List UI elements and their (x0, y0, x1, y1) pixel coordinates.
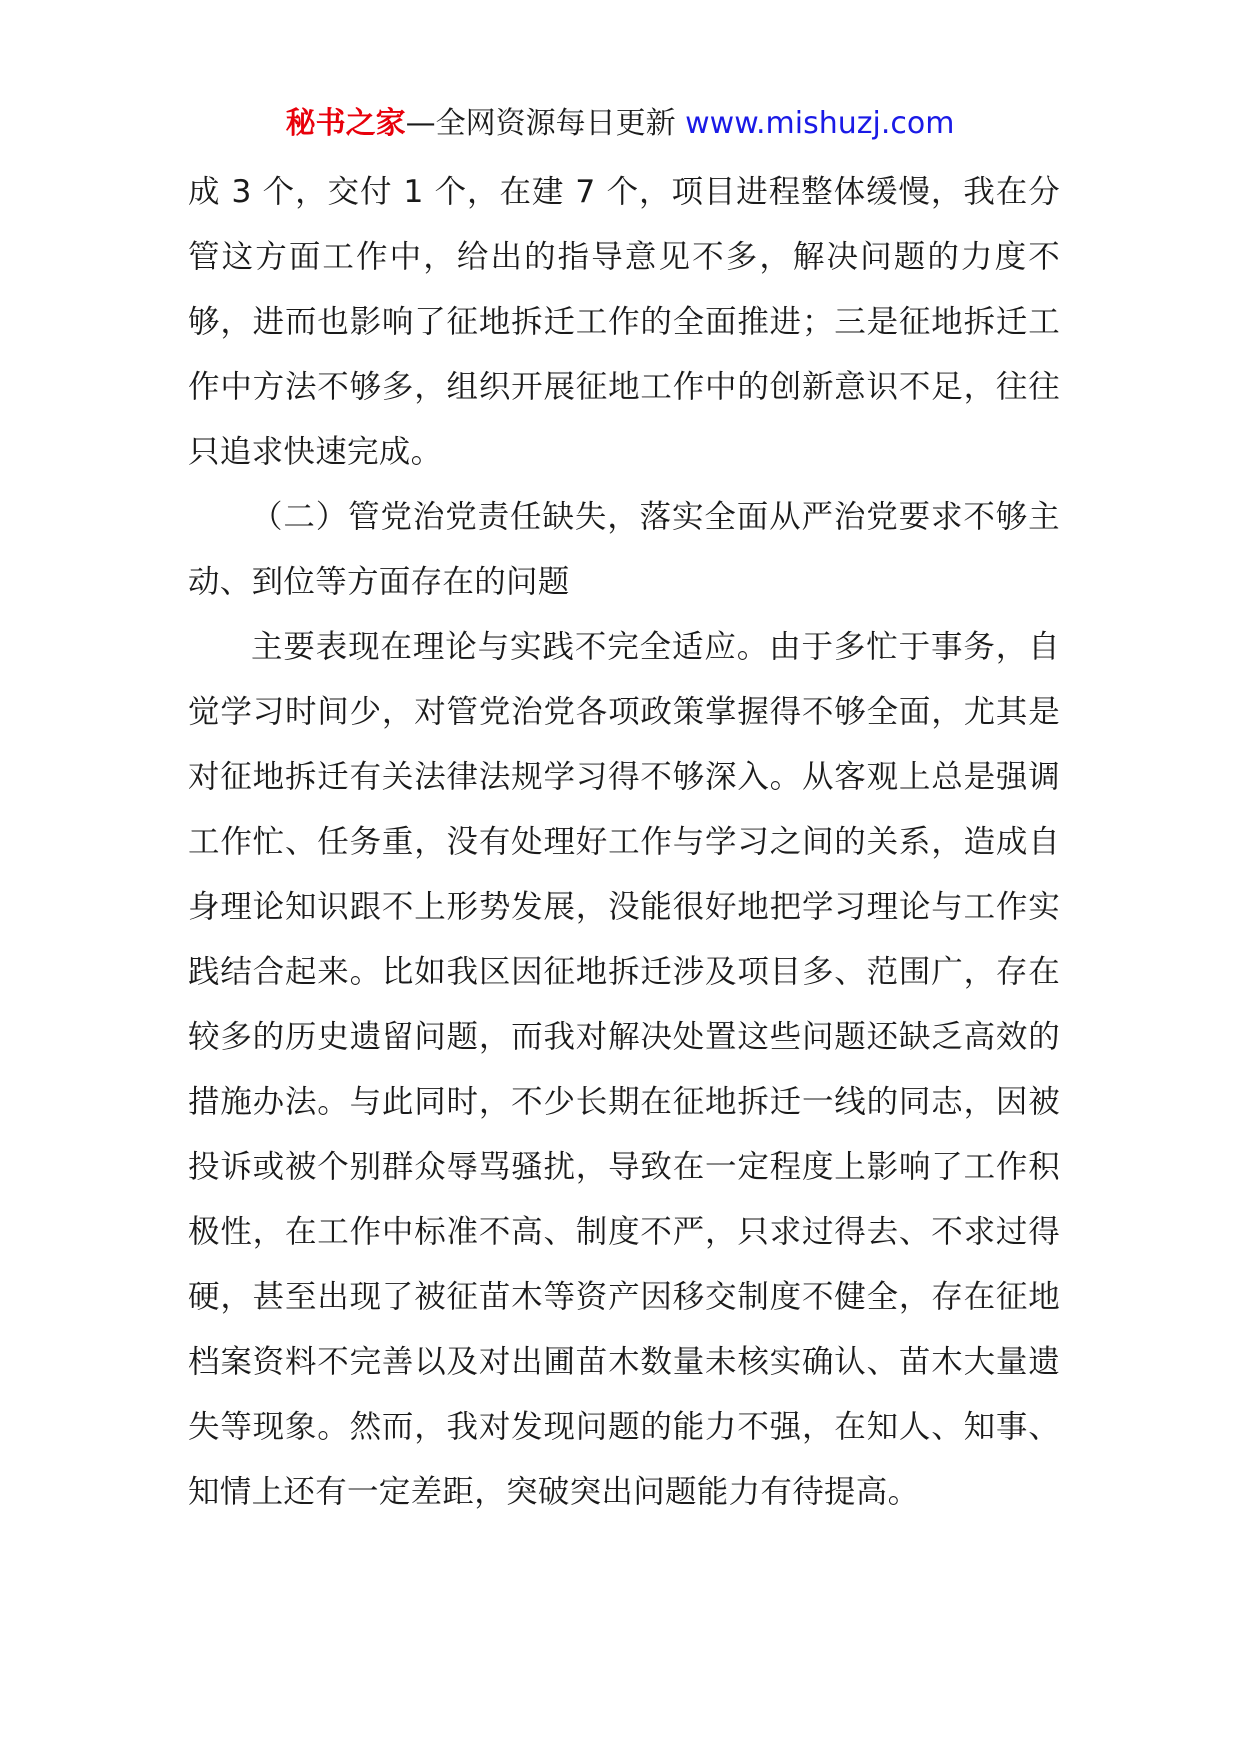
site-header (0, 104, 1240, 144)
paragraph-body: 主要表现在理论与实践不完全适应。由于多忙于事务，自觉学习时间少，对管党治党各项政策掌握得不够全面，尤其是对征地拆迁有关法律法规学习得不够深入。从客观上总是强调工作忙、任务重，没有处理好工作与学习之间的关系，造成自身理论知识跟不上形势发展，没能很好地把学习理论与工作实践结合起来。比如我区因征地拆迁涉及项目多、范围广，存在较多的历史遗留问题，而我对解决处置这些问题还缺乏高效的措施办法。与此同时，不少长期在征地拆迁一线的同志，因被投诉或被个别群众辱骂骚扰，导致在一定程度上影响了工作积极性，在工作中标准不高、制度不严，只求过得去、不求过得硬，甚至出现了被征苗木等资产因移交制度不健全，存在征地档案资料不完善以及对出圃苗木数量未核实确认、苗木大量遗失等现象。然而，我对发现问题的能力不强，在知人、知事、知情上还有一定差距，突破突出问题能力有待提高。 (188, 629, 1060, 1510)
site-tagline: —全网资源每日更新 (405, 106, 686, 141)
site-brand: 秘书之家 (285, 106, 406, 141)
site-url-link[interactable]: www.mishuzj.com (685, 106, 955, 141)
document-body (188, 160, 1060, 1525)
paragraph-continued: 成 3 个，交付 1 个，在建 7 个，项目进程整体缓慢，我在分管这方面工作中，给出的指导意见不多，解决问题的力度不够，进而也影响了征地拆迁工作的全面推进；三是征地拆迁工作中方法不够多，组织开展征地工作中的创新意识不足，往往只追求快速完成。 (188, 174, 1060, 470)
section-heading: （二）管党治党责任缺失，落实全面从严治党要求不够主动、到位等方面存在的问题 (188, 499, 1060, 600)
